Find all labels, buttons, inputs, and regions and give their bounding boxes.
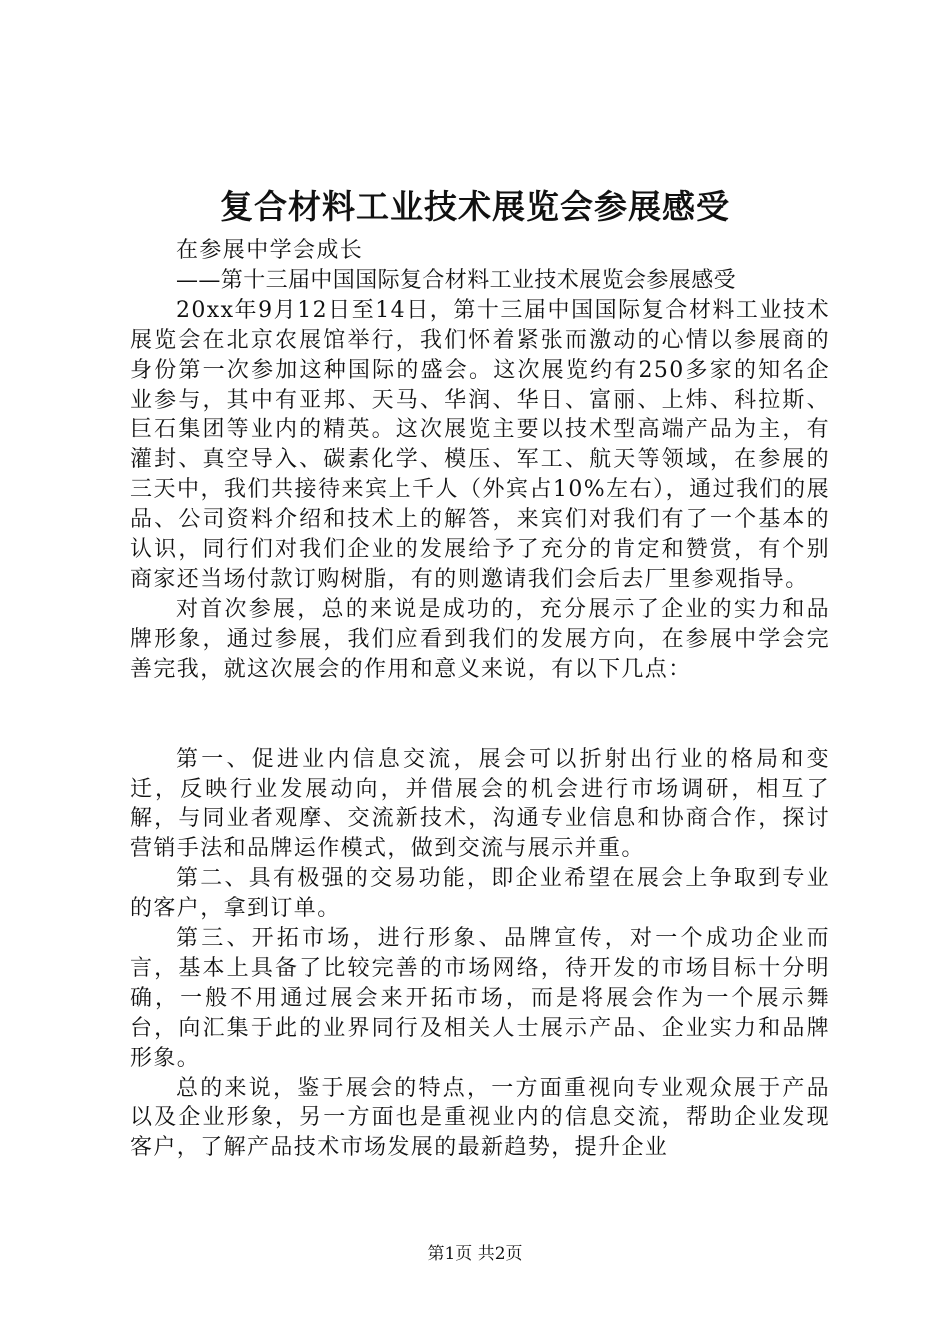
- paragraph-gap: [130, 685, 830, 745]
- paragraph-intro: 20xx年9月12日至14日，第十三届中国国际复合材料工业技术展览会在北京农展馆举行，我们怀着紧张而激动的心情以参展商的身份第一次参加这种国际的盛会。这次展览约有250多家的知名企业参与，其中有亚邦、天马、华润、华日、富丽、上炜、科拉斯、巨石集团等业内的精英。这次展览主要以技术型高端产品为主，有灌封、真空导入、碳素化学、模压、军工、航天等领域，在参展的三天中，我们共接待来宾上千人（外宾占10%左右），通过我们的展品、公司资料介绍和技术上的解答，来宾们对我们有了一个基本的认识，同行们对我们企业的发展给予了充分的肯定和赞赏，有个别商家还当场付款订购树脂，有的则邀请我们会后去厂里参观指导。: [130, 297, 830, 592]
- paragraph-point-2: 第二、具有极强的交易功能，即企业希望在展会上争取到专业的客户，拿到订单。: [130, 866, 830, 922]
- paragraph-point-3: 第三、开拓市场，进行形象、品牌宣传，对一个成功企业而言，基本上具备了比较完善的市场网络，待开发的市场目标十分明确，一般不用通过展会来开拓市场，而是将展会作为一个展示舞台，向汇集于此的业界同行及相关人士展示产品、企业实力和品牌形象。: [130, 926, 830, 1071]
- document-body: [130, 236, 830, 1163]
- document-title: 复合材料工业技术展览会参展感受: [220, 187, 730, 226]
- subheading: ——第十三届中国国际复合材料工业技术展览会参展感受: [176, 267, 737, 293]
- subtitle: 在参展中学会成长: [176, 238, 364, 263]
- paragraph-summary: 对首次参展，总的来说是成功的，充分展示了企业的实力和品牌形象，通过参展，我们应看到我们的发展方向，在参展中学会完善完我，就这次展会的作用和意义来说，有以下几点：: [130, 596, 830, 682]
- page-number-footer: 第1页 共2页: [427, 1244, 523, 1264]
- paragraph-conclusion: 总的来说，鉴于展会的特点，一方面重视向专业观众展于产品以及企业形象，另一方面也是重视业内的信息交流，帮助企业发现客户，了解产品技术市场发展的最新趋势，提升企业: [130, 1075, 830, 1161]
- paragraph-point-1: 第一、促进业内信息交流，展会可以折射出行业的格局和变迁，反映行业发展动向，并借展会的机会进行市场调研，相互了解，与同业者观摩、交流新技术，沟通专业信息和协商合作，探讨营销手法和品牌运作模式，做到交流与展示并重。: [130, 746, 830, 862]
